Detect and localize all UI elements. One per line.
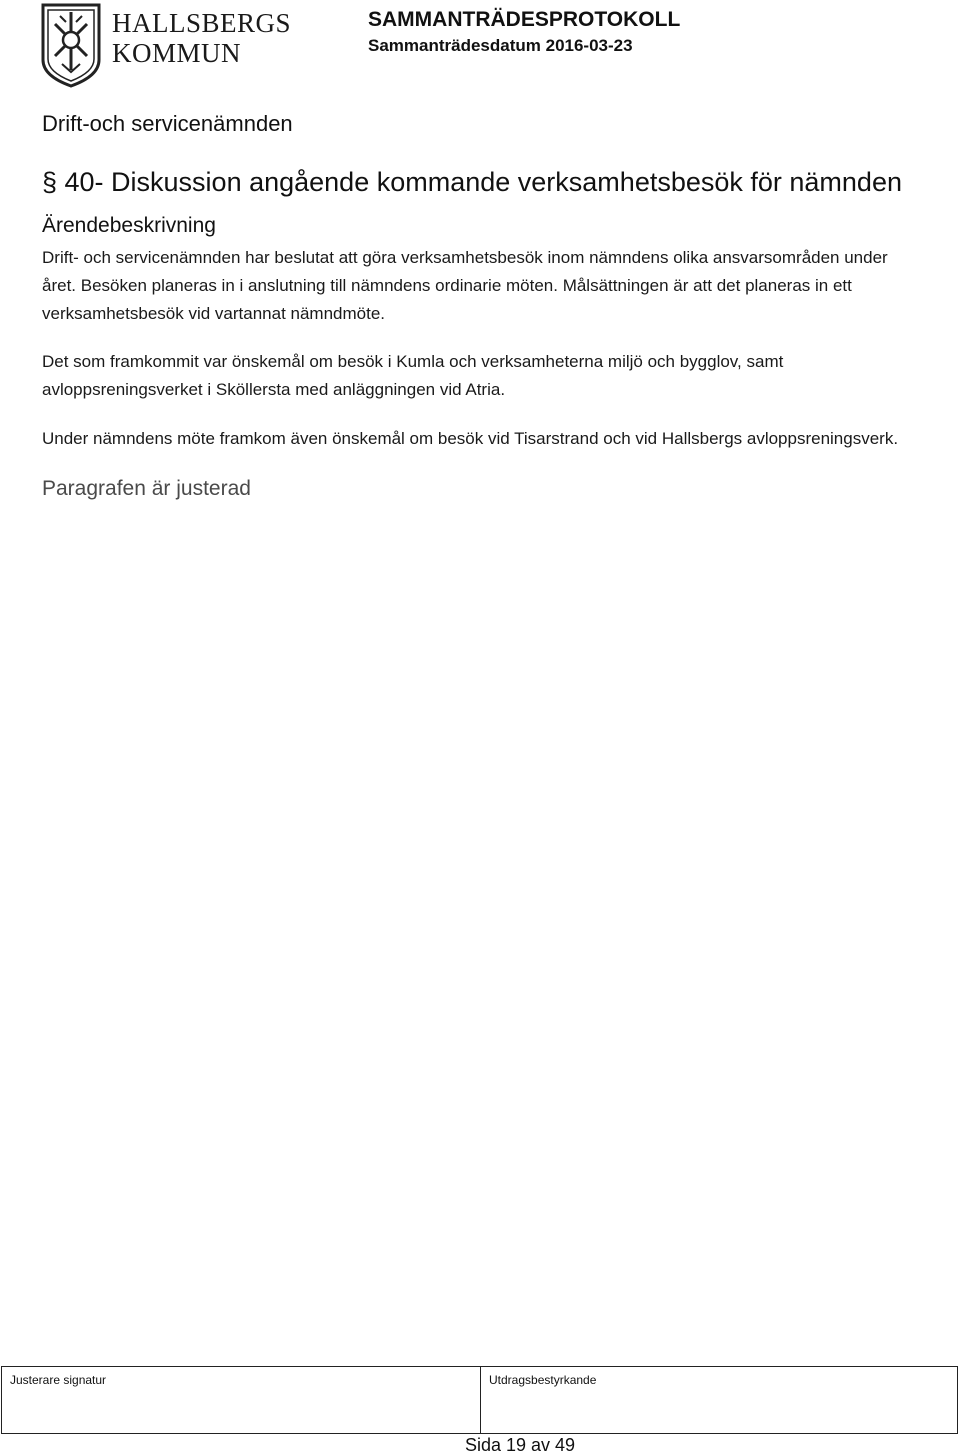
signature-table	[1, 1366, 958, 1434]
body-paragraph-1: Drift- och servicenämnden har beslutat att göra verksamhetsbesök inom nämndens olika ansvarsområden under året. Besöken planeras in i anslutning till nämndens ordinarie möten. Målsättningen är att det planeras in ett verksamhetsbesök vid vartannat nämndmöte.	[42, 248, 888, 323]
section-heading: Ärendebeskrivning	[42, 214, 216, 237]
municipal-coat-of-arms-icon	[40, 2, 102, 88]
paragraph-title: § 40- Diskussion angående kommande verksamhetsbesök för nämnden	[42, 167, 902, 197]
protocol-body	[42, 108, 922, 504]
meeting-date: Sammanträdesdatum 2016-03-23	[368, 36, 633, 55]
brand-name-line-1: HALLSBERGS	[112, 8, 292, 38]
page-number: Sida 19 av 49	[464, 1435, 576, 1455]
justerare-signature-cell[interactable]	[2, 1367, 481, 1433]
committee-name: Drift-och servicenämnden	[42, 111, 293, 136]
justified-note: Paragrafen är justerad	[42, 477, 251, 500]
document-meta	[368, 6, 680, 58]
municipality-brand	[112, 8, 291, 68]
brand-name-line-2: KOMMUN	[112, 38, 242, 68]
utdragsbestyrkande-label: Utdragsbestyrkande	[489, 1373, 597, 1387]
body-paragraph-2: Det som framkommit var önskemål om besök i Kumla och verksamheterna miljö och bygglov, samt avloppsreningsverket i Sköllersta med anläggningen vid Atria.	[42, 352, 784, 399]
justerare-signature-label: Justerare signatur	[10, 1373, 107, 1387]
body-paragraph-3: Under nämndens möte framkom även önskemål om besök vid Tisarstrand och vid Hallsbergs avloppsreningsverk.	[42, 429, 899, 448]
document-type: SAMMANTRÄDESPROTOKOLL	[368, 8, 681, 31]
utdragsbestyrkande-cell[interactable]	[481, 1367, 957, 1433]
